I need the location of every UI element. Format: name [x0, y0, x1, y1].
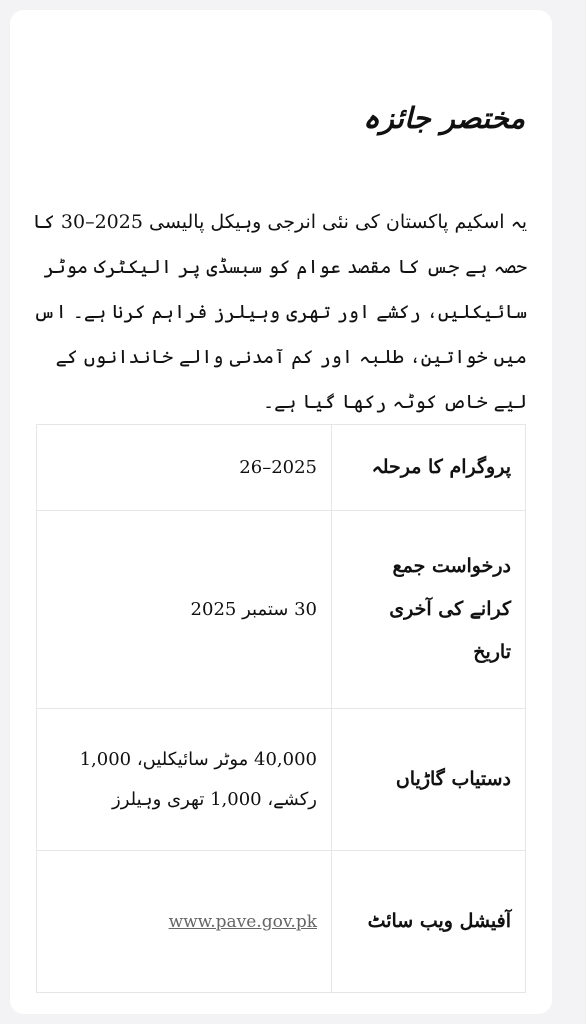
row-value-program-phase: 2025–26: [37, 425, 332, 511]
table-row: [37, 851, 526, 993]
row-label-program-phase: پروگرام کا مرحلہ: [332, 425, 526, 511]
row-value-official-website: [37, 851, 332, 993]
summary-card: [10, 10, 552, 1014]
row-value-deadline: 30 ستمبر 2025: [37, 511, 332, 709]
table-row: [37, 709, 526, 851]
row-value-available-vehicles: 40,000 موٹر سائیکلیں، 1,000 رکشے، 1,000 تھری وہیلرز: [37, 709, 332, 851]
table-row: [37, 425, 526, 511]
section-title: مختصر جائزہ: [362, 101, 525, 135]
table-row: [37, 511, 526, 709]
intro-paragraph: یہ اسکیم پاکستان کی نئی انرجی وہیکل پالیسی 2025–30 کا حصہ ہے جس کا مقصد عوام کو سبسڈی پر الیکٹرک موٹر سائیکلیں، رکشے اور تھری وہیلرز فراہم کرنا ہے۔ اس میں خواتین، طلبہ اور کم آمدنی والے خاندانوں کے لیے خاص کوٹہ رکھا گیا ہے۔: [32, 211, 527, 413]
row-label-official-website: آفیشل ویب سائٹ: [332, 851, 526, 993]
row-label-deadline: درخواست جمع کرانے کی آخری تاریخ: [332, 511, 526, 709]
summary-table: [36, 424, 526, 993]
row-label-available-vehicles: دستیاب گاڑیاں: [332, 709, 526, 851]
official-website-link[interactable]: www.pave.gov.pk: [168, 911, 317, 932]
